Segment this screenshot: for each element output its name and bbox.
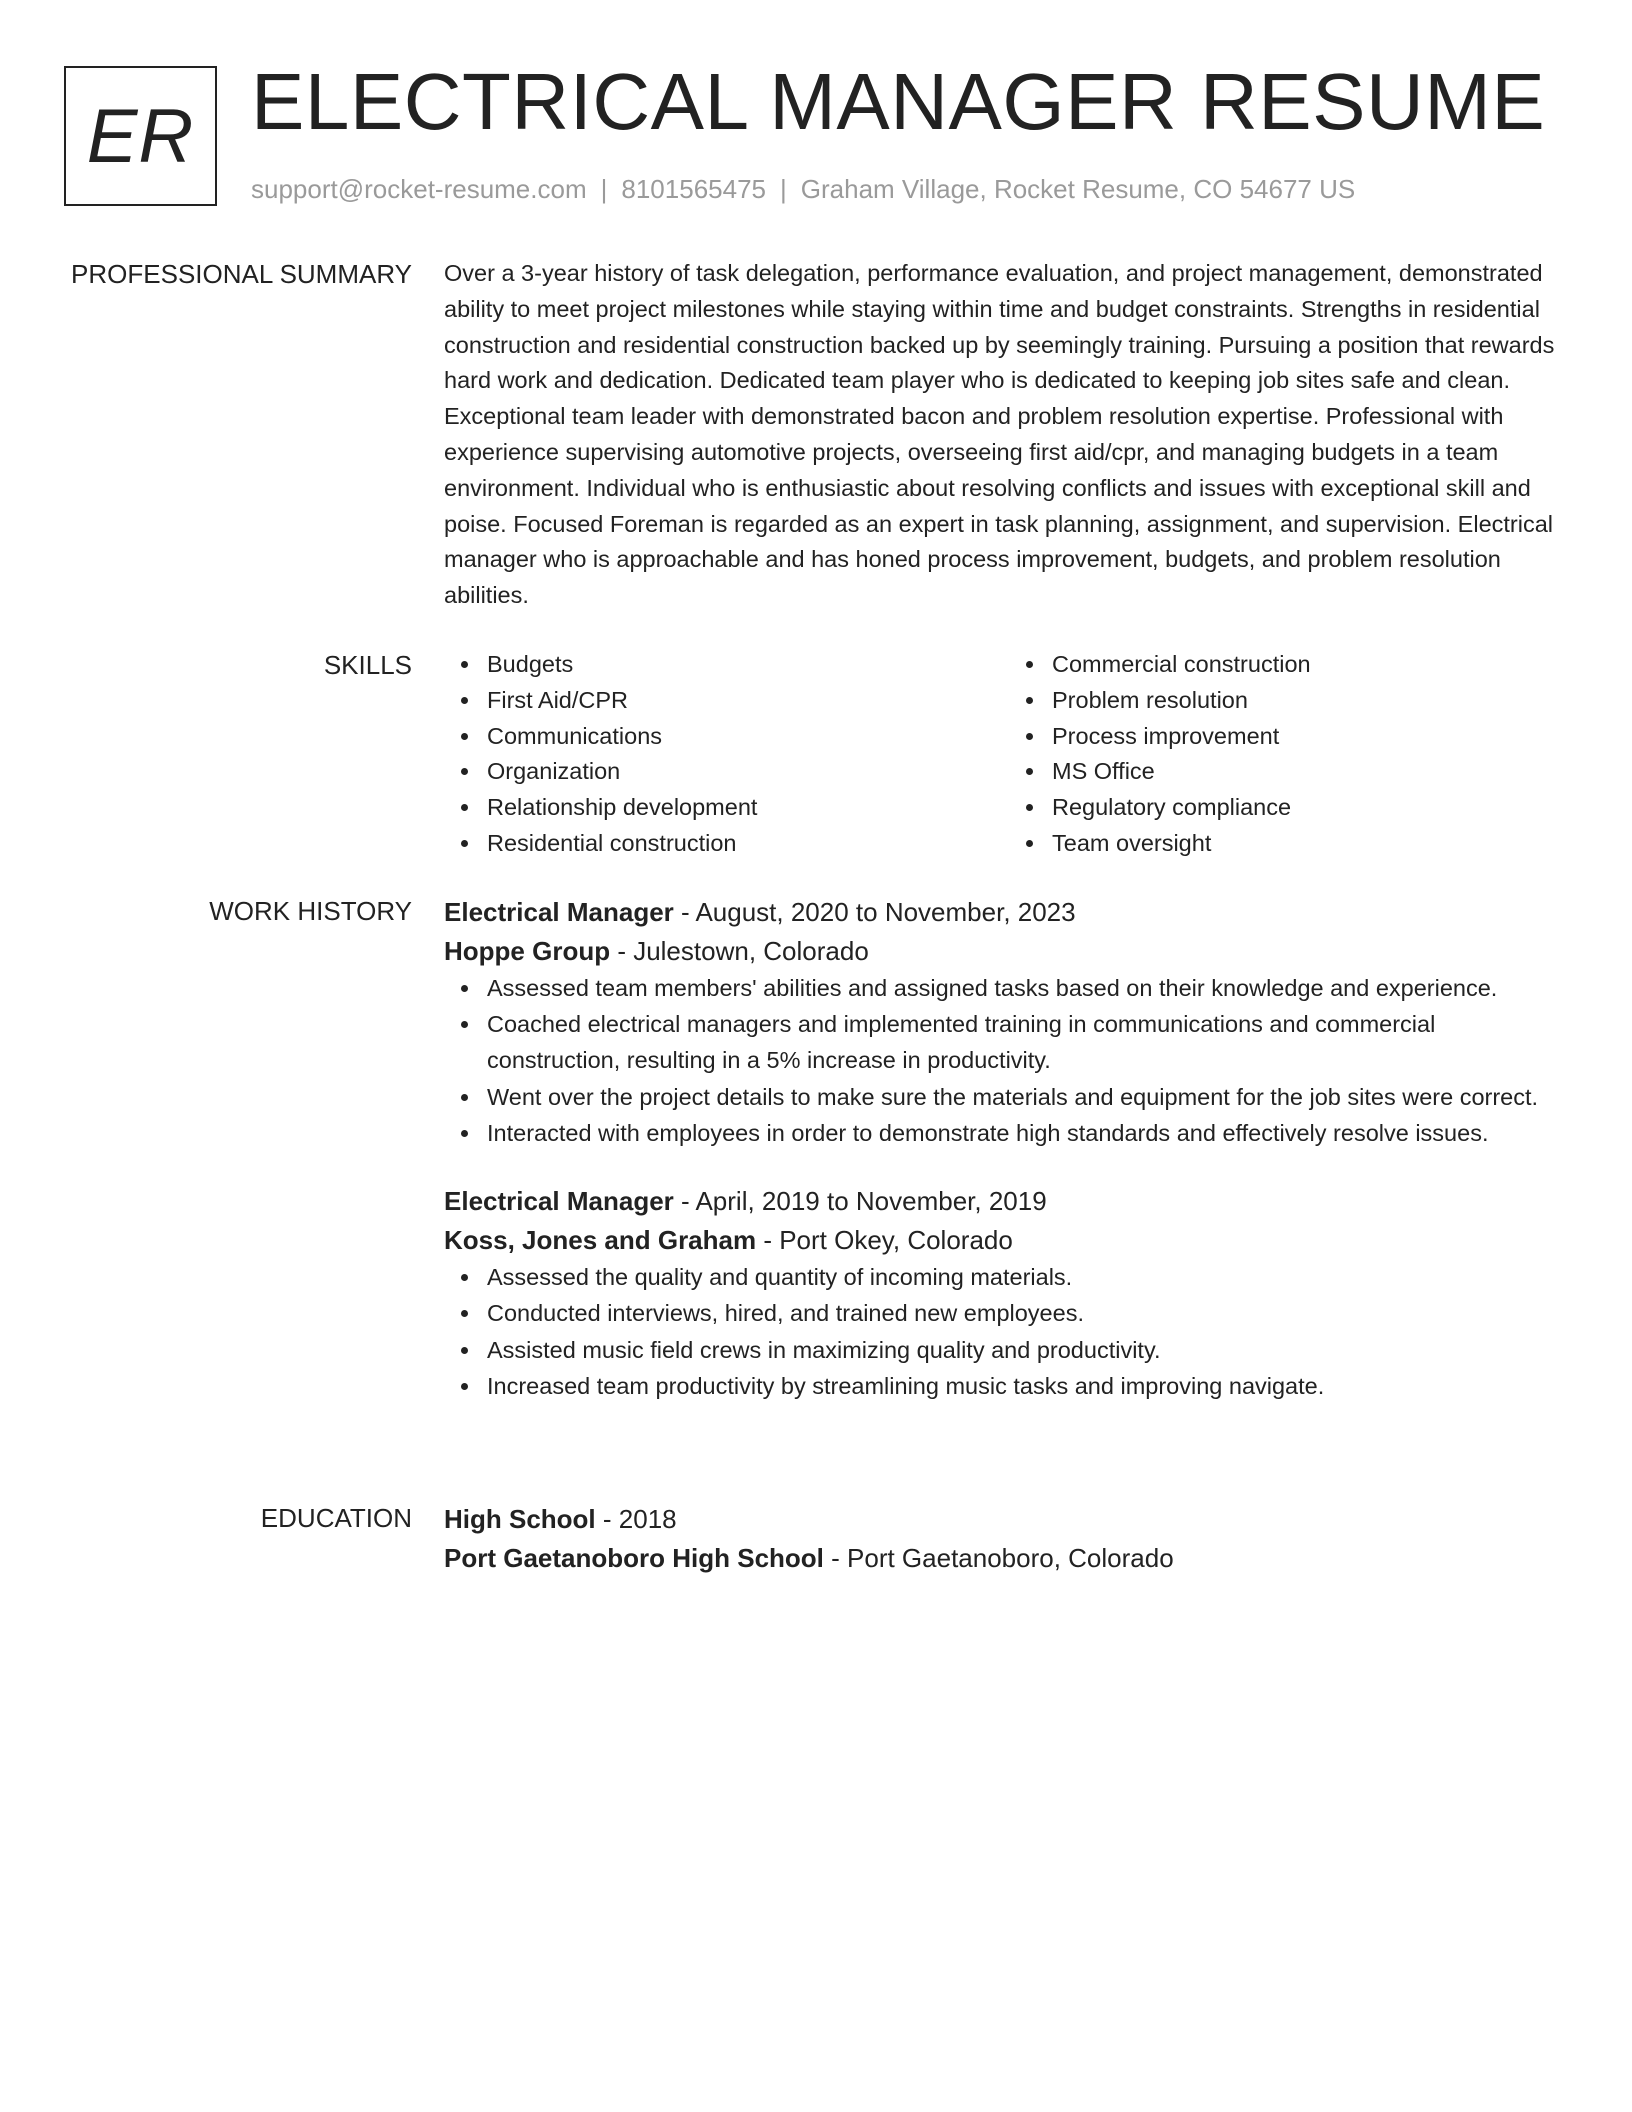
job-location: - Julestown, Colorado xyxy=(610,936,869,966)
monogram-badge xyxy=(64,66,217,206)
education-school: Port Gaetanoboro High School xyxy=(444,1543,824,1573)
contact-address: Graham Village, Rocket Resume, CO 54677 US xyxy=(800,174,1356,204)
education-heading: EDUCATION xyxy=(260,1503,412,1533)
education-school-line xyxy=(444,1539,1574,1578)
skill-item: Regulatory compliance xyxy=(1052,790,1574,826)
education-body xyxy=(444,1500,1574,1578)
skill-item: Problem resolution xyxy=(1052,683,1574,719)
contact-line xyxy=(251,170,1355,208)
job-title: Electrical Manager xyxy=(444,1185,674,1216)
job-duty: Assessed team members' abilities and assigned tasks based on their knowledge and experience. xyxy=(487,971,1574,1007)
skill-item: MS Office xyxy=(1052,754,1574,790)
education-degree-line xyxy=(444,1500,1574,1539)
job-company-line xyxy=(444,1221,1574,1260)
skill-item: Process improvement xyxy=(1052,719,1574,755)
skill-item: First Aid/CPR xyxy=(487,683,1009,719)
summary-body xyxy=(444,256,1574,614)
skills-list-right xyxy=(1009,647,1574,862)
skill-item: Commercial construction xyxy=(1052,647,1574,683)
work-history-body xyxy=(444,893,1574,1405)
job-duties-list xyxy=(444,971,1574,1152)
skill-item: Communications xyxy=(487,719,1009,755)
job-duty: Assisted music field crews in maximizing quality and productivity. xyxy=(487,1333,1574,1369)
skill-item: Organization xyxy=(487,754,1009,790)
job-title-line xyxy=(444,893,1574,932)
job-entry xyxy=(444,1182,1574,1405)
job-dates: - August, 2020 to November, 2023 xyxy=(673,897,1076,927)
job-location: - Port Okey, Colorado xyxy=(756,1224,1013,1255)
monogram-initials: ER xyxy=(86,93,195,179)
job-company-line xyxy=(444,932,1574,971)
job-duty: Interacted with employees in order to demonstrate high standards and effectively resolve issues. xyxy=(487,1116,1574,1152)
job-duty: Went over the project details to make sure the materials and equipment for the job sites were correct. xyxy=(487,1080,1574,1116)
job-title-line xyxy=(444,1182,1574,1221)
contact-phone: 8101565475 xyxy=(621,174,766,204)
job-entry xyxy=(444,893,1574,1152)
job-company: Hoppe Group xyxy=(444,936,611,966)
contact-separator: | xyxy=(780,174,787,204)
summary-heading: PROFESSIONAL SUMMARY xyxy=(71,259,412,289)
job-duty: Assessed the quality and quantity of incoming materials. xyxy=(487,1260,1574,1296)
work-history-heading: WORK HISTORY xyxy=(209,896,412,926)
skill-item: Budgets xyxy=(487,647,1009,683)
skills-columns xyxy=(444,647,1574,862)
job-title: Electrical Manager xyxy=(444,897,674,927)
job-duty: Conducted interviews, hired, and trained new employees. xyxy=(487,1296,1574,1332)
contact-email: support@rocket-resume.com xyxy=(251,174,587,204)
job-duties-list xyxy=(444,1260,1574,1405)
skill-item: Team oversight xyxy=(1052,826,1574,862)
contact-separator: | xyxy=(600,174,608,204)
summary-text: Over a 3-year history of task delegation, performance evaluation, and project management, demonstrated ability to meet project milestones while staying within time and budget constraints. Strengths in residential construction and residential construction backed up by seemingly training. Pursuing a position that rewards hard work and dedication. Dedicated team player who is dedicated to keeping job sites safe and clean. Exceptional team leader with demonstrated bacon and problem resolution expertise. Professional with experience supervising automotive projects, overseeing first aid/cpr, and managing budgets in a team environment. Individual who is enthusiastic about resolving conflicts and issues with exceptional skill and poise. Focused Foreman is regarded as an expert in task planning, assignment, and supervision. Electrical manager who is approachable and has honed process improvement, budgets, and problem resolution abilities. xyxy=(444,260,1555,609)
skill-item: Relationship development xyxy=(487,790,1009,826)
education-year: - 2018 xyxy=(595,1504,677,1534)
skill-item: Residential construction xyxy=(487,826,1009,862)
job-dates: - April, 2019 to November, 2019 xyxy=(673,1185,1047,1216)
resume-title: ELECTRICAL MANAGER RESUME xyxy=(251,57,1546,146)
job-duty: Increased team productivity by streamlining music tasks and improving navigate. xyxy=(487,1369,1574,1405)
education-location: - Port Gaetanoboro, Colorado xyxy=(823,1543,1174,1573)
skills-body xyxy=(444,647,1574,862)
job-company: Koss, Jones and Graham xyxy=(444,1224,757,1255)
skills-heading: SKILLS xyxy=(323,650,412,680)
skills-list-left xyxy=(444,647,1009,862)
education-degree: High School xyxy=(444,1504,596,1534)
job-duty: Coached electrical managers and implemented training in communications and commercial construction, resulting in a 5% increase in productivity. xyxy=(487,1007,1574,1079)
